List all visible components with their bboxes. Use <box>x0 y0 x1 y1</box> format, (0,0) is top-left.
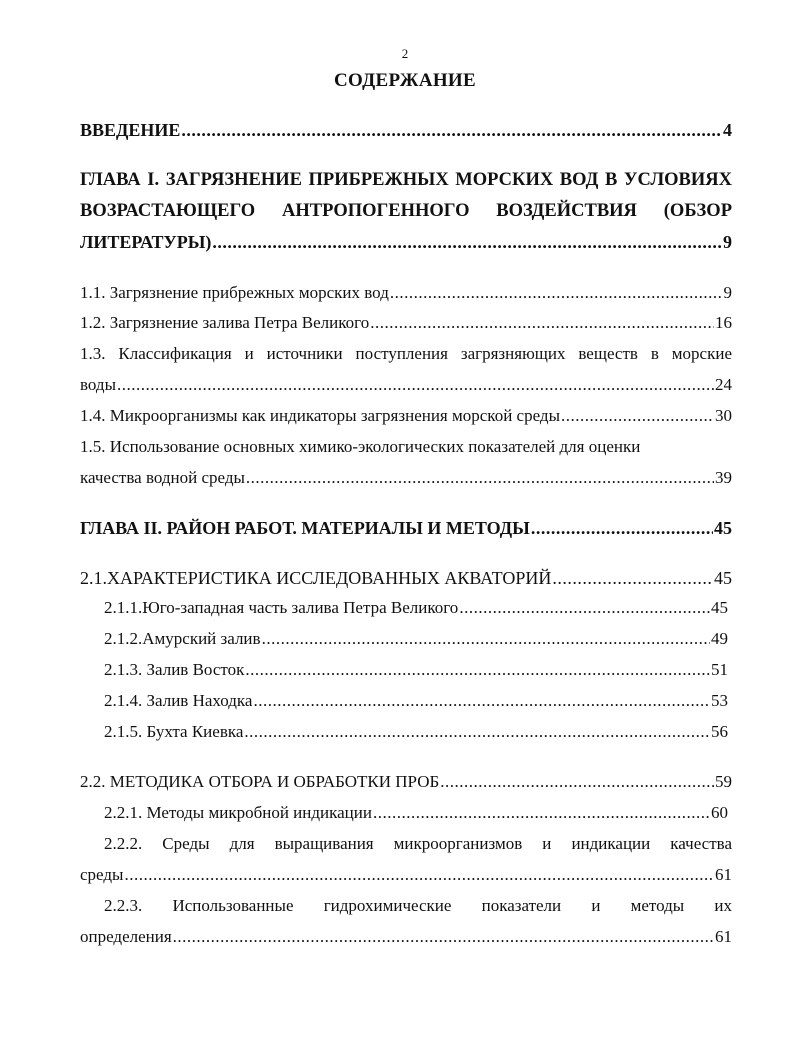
toc-entry-1-5-line1[interactable] <box>80 437 700 457</box>
toc-page: 9 <box>723 232 732 252</box>
toc-label: ЛИТЕРАТУРЫ) <box>80 232 212 252</box>
toc-page: 53 <box>711 691 728 710</box>
toc-page: 24 <box>715 375 732 394</box>
dot-leader <box>173 927 714 947</box>
dot-leader <box>244 722 710 742</box>
toc-label: определения <box>80 927 172 946</box>
dot-leader <box>373 803 710 823</box>
toc-label: 1.5. Использование основных химико-экологических показателей для оценки <box>80 437 641 456</box>
toc-entry-chapter2[interactable] <box>80 518 732 539</box>
toc-entry-1-3-line1[interactable]: 1.3. Классификация и источники поступления загрязняющих веществ в морские <box>80 344 732 363</box>
toc-page: 4 <box>723 120 732 140</box>
toc-label: 2.1.4. Залив Находка <box>104 691 253 710</box>
toc-entry-1-5[interactable] <box>80 468 732 488</box>
dot-leader <box>531 518 713 539</box>
toc-label: ВВЕДЕНИЕ <box>80 120 181 140</box>
toc-page: 60 <box>711 803 728 822</box>
toc-page: 51 <box>711 660 728 679</box>
dot-leader <box>561 406 714 426</box>
toc-entry-2-2-1[interactable] <box>104 803 728 823</box>
toc-page: 56 <box>711 722 728 741</box>
dot-leader <box>262 629 710 649</box>
dot-leader <box>181 120 722 141</box>
page-title: СОДЕРЖАНИЕ <box>334 70 476 91</box>
dot-leader <box>390 283 723 303</box>
toc-label: 2.1.ХАРАКТЕРИСТИКА ИССЛЕДОВАННЫХ АКВАТОРИЙ <box>80 568 552 588</box>
toc-entry-chapter1-line1[interactable]: ГЛАВА I. ЗАГРЯЗНЕНИЕ ПРИБРЕЖНЫХ МОРСКИХ ВОД В УСЛОВИЯХ <box>80 170 732 190</box>
toc-entry-chapter1[interactable] <box>80 232 732 253</box>
dot-leader <box>459 598 710 618</box>
toc-label: 2.1.1.Юго-западная часть залива Петра Великого <box>104 598 459 617</box>
toc-entry-2-1-4[interactable] <box>104 691 728 711</box>
toc-label: ГЛАВА II. РАЙОН РАБОТ. МАТЕРИАЛЫ И МЕТОДЫ <box>80 518 530 538</box>
toc-entry-1-3[interactable] <box>80 375 732 395</box>
toc-entry-2-1[interactable] <box>80 568 732 589</box>
toc-label: 1.1. Загрязнение прибрежных морских вод <box>80 283 389 302</box>
toc-entry-2-2-2[interactable] <box>80 865 732 885</box>
toc-page: 61 <box>715 927 732 946</box>
toc-entry-2-2-3-line1[interactable]: 2.2.3. Использованные гидрохимические показатели и методы их <box>104 896 732 915</box>
dot-leader <box>117 375 714 395</box>
toc-page: 49 <box>711 629 728 648</box>
toc-label: 2.2. МЕТОДИКА ОТБОРА И ОБРАБОТКИ ПРОБ <box>80 772 440 791</box>
dot-leader <box>552 568 713 589</box>
toc-entry-1-2[interactable] <box>80 313 732 333</box>
toc-entry-2-1-1[interactable] <box>104 598 728 618</box>
dot-leader <box>245 660 710 680</box>
toc-label: 2.1.2.Амурский залив <box>104 629 261 648</box>
toc-label: 1.4. Микроорганизмы как индикаторы загрязнения морской среды <box>80 406 560 425</box>
dot-leader <box>246 468 714 488</box>
toc-page: 45 <box>711 598 728 617</box>
toc-page: 45 <box>714 568 732 588</box>
toc-entry-2-2-3[interactable] <box>80 927 732 947</box>
toc-page: 61 <box>715 865 732 884</box>
toc-page: 45 <box>714 518 732 538</box>
toc-page: 16 <box>715 313 732 332</box>
toc-entry-2-1-2[interactable] <box>104 629 728 649</box>
dot-leader <box>440 772 714 792</box>
toc-page: 30 <box>715 406 732 425</box>
toc-entry-2-1-5[interactable] <box>104 722 728 742</box>
toc-label: 1.2. Загрязнение залива Петра Великого <box>80 313 370 332</box>
toc-entry-2-2[interactable] <box>80 772 732 792</box>
dot-leader <box>124 865 714 885</box>
toc-label: воды <box>80 375 116 394</box>
toc-entry-2-2-2-line1[interactable]: 2.2.2. Среды для выращивания микроорганизмов и индикации качества <box>104 834 732 853</box>
toc-label: среды <box>80 865 124 884</box>
dot-leader <box>370 313 714 333</box>
toc-label: качества водной среды <box>80 468 245 487</box>
toc-page: 59 <box>715 772 732 791</box>
toc-page: 9 <box>723 283 732 302</box>
page-number: 2 <box>401 46 409 61</box>
toc-label: 2.1.5. Бухта Киевка <box>104 722 244 741</box>
toc-entry-introduction[interactable] <box>80 120 732 141</box>
toc-page: 39 <box>715 468 732 487</box>
dot-leader <box>212 232 722 253</box>
toc-entry-1-1[interactable] <box>80 283 732 303</box>
toc-label: 2.2.1. Методы микробной индикации <box>104 803 372 822</box>
toc-entry-chapter1-line2[interactable]: ВОЗРАСТАЮЩЕГО АНТРОПОГЕННОГО ВОЗДЕЙСТВИЯ (ОБЗОР <box>80 201 732 221</box>
dot-leader <box>253 691 710 711</box>
toc-label: 2.1.3. Залив Восток <box>104 660 245 679</box>
toc-entry-1-4[interactable] <box>80 406 732 426</box>
toc-entry-2-1-3[interactable] <box>104 660 728 680</box>
